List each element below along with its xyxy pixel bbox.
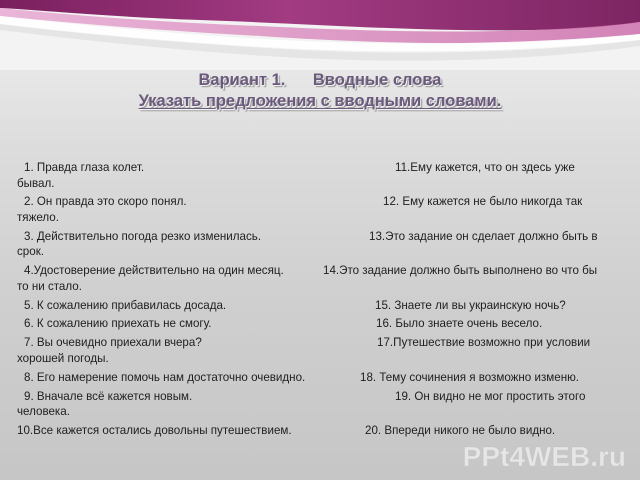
list-item [17, 370, 622, 386]
item-left: 4.Удостоверение действительно на один месяц. [24, 264, 284, 278]
item-right: 12. Ему кажется не было никогда так [383, 195, 583, 209]
item-continuation: тяжело. [17, 210, 59, 224]
item-left: 5. К сожалению прибавилась досада. [24, 298, 227, 312]
list-item [17, 160, 622, 191]
list-item [17, 263, 622, 294]
item-right: 16. Было знаете очень весело. [376, 317, 543, 331]
exercise-list [17, 160, 622, 442]
item-continuation: хорошей погоды. [17, 351, 109, 365]
item-right: 14.Это задание должно быть выполнено во что бы [323, 264, 598, 278]
item-continuation: человека. [17, 405, 70, 419]
item-left: 9. Вначале всё кажется новым. [24, 389, 193, 403]
slide-subtitle: Указать предложения с вводными словами. [138, 92, 502, 110]
item-left: 1. Правда глаза колет. [24, 161, 145, 174]
item-right: 18. Тему сочинения я возможно изменю. [360, 370, 580, 384]
item-left: 3. Действительно погода резко изменилась. [24, 229, 262, 243]
list-item [17, 316, 622, 332]
list-item [17, 335, 622, 366]
item-left: 7. Вы очевидно приехали вчера? [24, 336, 202, 350]
item-continuation: бывал. [17, 176, 55, 190]
item-left: 6. К сожалению приехать не смогу. [24, 317, 212, 331]
list-item [17, 194, 622, 225]
item-right: 15. Знаете ли вы украинскую ночь? [375, 298, 566, 312]
list-item [17, 298, 622, 314]
item-left: 8. Его намерение помочь нам достаточно очевидно. [24, 370, 306, 384]
item-right: 11.Ему кажется, что он здесь уже [395, 161, 575, 174]
item-right: 13.Это задание он сделает должно быть в [369, 229, 598, 243]
item-continuation: то ни стало. [17, 279, 82, 293]
header-decoration [0, 0, 640, 70]
item-left: 2. Он правда это скоро понял. [24, 195, 187, 209]
list-item [17, 389, 622, 420]
item-left: 10.Все кажется остались довольны путешествием. [17, 424, 292, 438]
list-item [17, 229, 622, 260]
item-right: 20. Впереди никого не было видно. [365, 424, 556, 438]
slide-title: Вариант 1. Вводные слова [198, 71, 442, 89]
item-right: 19. Он видно не мог простить этого [395, 389, 586, 403]
item-continuation: срок. [17, 245, 44, 259]
watermark-text: PPt4WEB.ru [462, 441, 626, 472]
title-block [0, 70, 640, 112]
watermark-logo [448, 436, 628, 474]
item-right: 17.Путешествие возможно при условии [377, 336, 591, 350]
